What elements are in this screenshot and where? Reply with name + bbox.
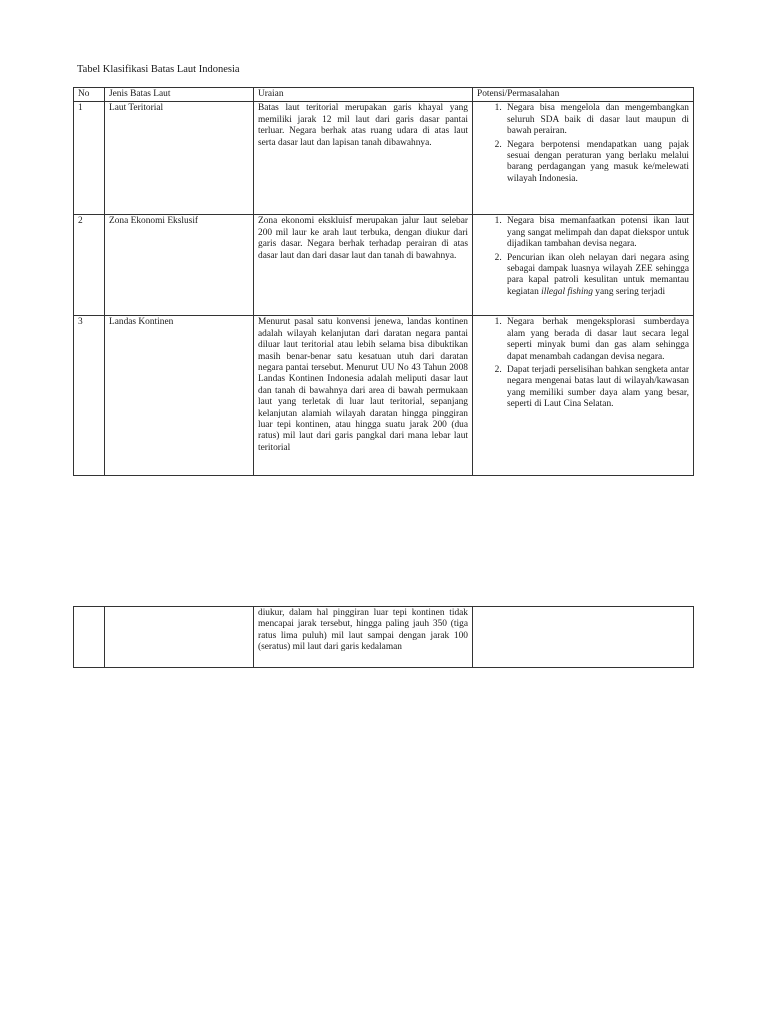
header-no: No [74,88,105,102]
row-no [74,607,105,668]
header-uraian: Uraian [254,88,473,102]
list-item: 1. Negara bisa mengelola dan mengembangkan seluruh SDA baik di dasar laut maupun di bawah perairan. [504,103,689,137]
row-potensi [473,215,694,316]
potensi-list [477,216,689,298]
row-uraian: Zona ekonomi ekskluisf merupakan jalur laut selebar 200 mil laur ke arah laut terbuka, dengan diukur dari garis dasar. Negara berhak terhadap perairan di atas dasar laut dan dari dasar laut dan tanah di bawahnya. [254,215,473,316]
list-item: 2. Dapat terjadi perselisihan bahkan sengketa antar negara mengenai batas laut di wilayah/kawasan yang memiliki sumber daya alam yang besar, seperti di Laut Cina Selatan. [504,365,689,411]
continuation-table [73,606,694,668]
row-no: 1 [74,102,105,215]
row-no: 2 [74,215,105,316]
list-item: 1. Negara bisa memanfaatkan potensi ikan laut yang sangat melimpah dan dapat diekspor untuk dijadikan tambahan devisa negara. [504,216,689,250]
list-item: 1. Negara berhak mengeksplorasi sumberdaya alam yang berada di dasar laut secara legal seperti minyak bumi dan gas alam sehingga dapat menambah cadangan devisa negara. [504,317,689,363]
table-row [74,607,694,668]
row-potensi [473,607,694,668]
row-jenis [105,607,254,668]
row-potensi [473,316,694,476]
row-jenis: Zona Ekonomi Ekslusif [105,215,254,316]
table-row [74,215,694,316]
header-jenis: Jenis Batas Laut [105,88,254,102]
italic-term: illegal fishing [541,286,593,297]
list-item-text: Pencurian ikan oleh nelayan dari negara asing sebagai dampak luasnya wilayah ZEE sehingga para kapal patroli kesulitan untuk memantau kegiatan [507,252,689,297]
row-jenis: Laut Teritorial [105,102,254,215]
row-uraian: Batas laut teritorial merupakan garis khayal yang memiliki jarak 12 mil laut dari garis dasar pantai terluar. Negara berhak atas ruang udara di atas laut serta dasar laut dan lapisan tanah dibawahnya. [254,102,473,215]
table-header-row [74,88,694,102]
row-no: 3 [74,316,105,476]
list-item-text-end: yang sering terjadi [592,286,666,297]
table-row [74,316,694,476]
classification-table [73,87,694,476]
document-title: Tabel Klasifikasi Batas Laut Indonesia [77,64,240,75]
table-row [74,102,694,215]
header-potensi: Potensi/Permasalahan [473,88,694,102]
list-item [504,253,689,299]
row-uraian: diukur, dalam hal pinggiran luar tepi kontinen tidak mencapai jarak tersebut, hingga paling jauh 350 (tiga ratus lima puluh) mil laut sampai dengan jarak 100 (seratus) mil laut dari garis kedalaman [254,607,473,668]
row-potensi [473,102,694,215]
potensi-list [477,317,689,410]
list-item: 2. Negara berpotensi mendapatkan uang pajak sesuai dengan peraturan yang berlaku melalui barang perdagangan yang masuk ke/melewati wilayah Indonesia. [504,140,689,186]
potensi-list [477,103,689,185]
row-uraian [254,316,473,476]
row-jenis: Landas Kontinen [105,316,254,476]
row-uraian-text: Menurut pasal satu konvensi jenewa, landas kontinen adalah wilayah kelanjutan dari daratan negara pantai diluar laut teritorial atau lebih selama bisa dibuktikan masih benar-benar satu kesatuan utuh dari daratan negara pantai tersebut. Menurut UU No 43 Tahun 2008 Landas Kontinen Indonesia adalah meliputi dasar laut dan tanah di bawahnya dari area di bawah permukaan laut yang terletak di luar laut teritorial, sepanjang kelanjutan alamiah wilayah daratan hingga pinggiran luar tepi kontinen, atau hingga suatu jarak 200 (dua ratus) mil laut dari garis pangkal dari mana lebar laut teritorial [258,317,468,453]
